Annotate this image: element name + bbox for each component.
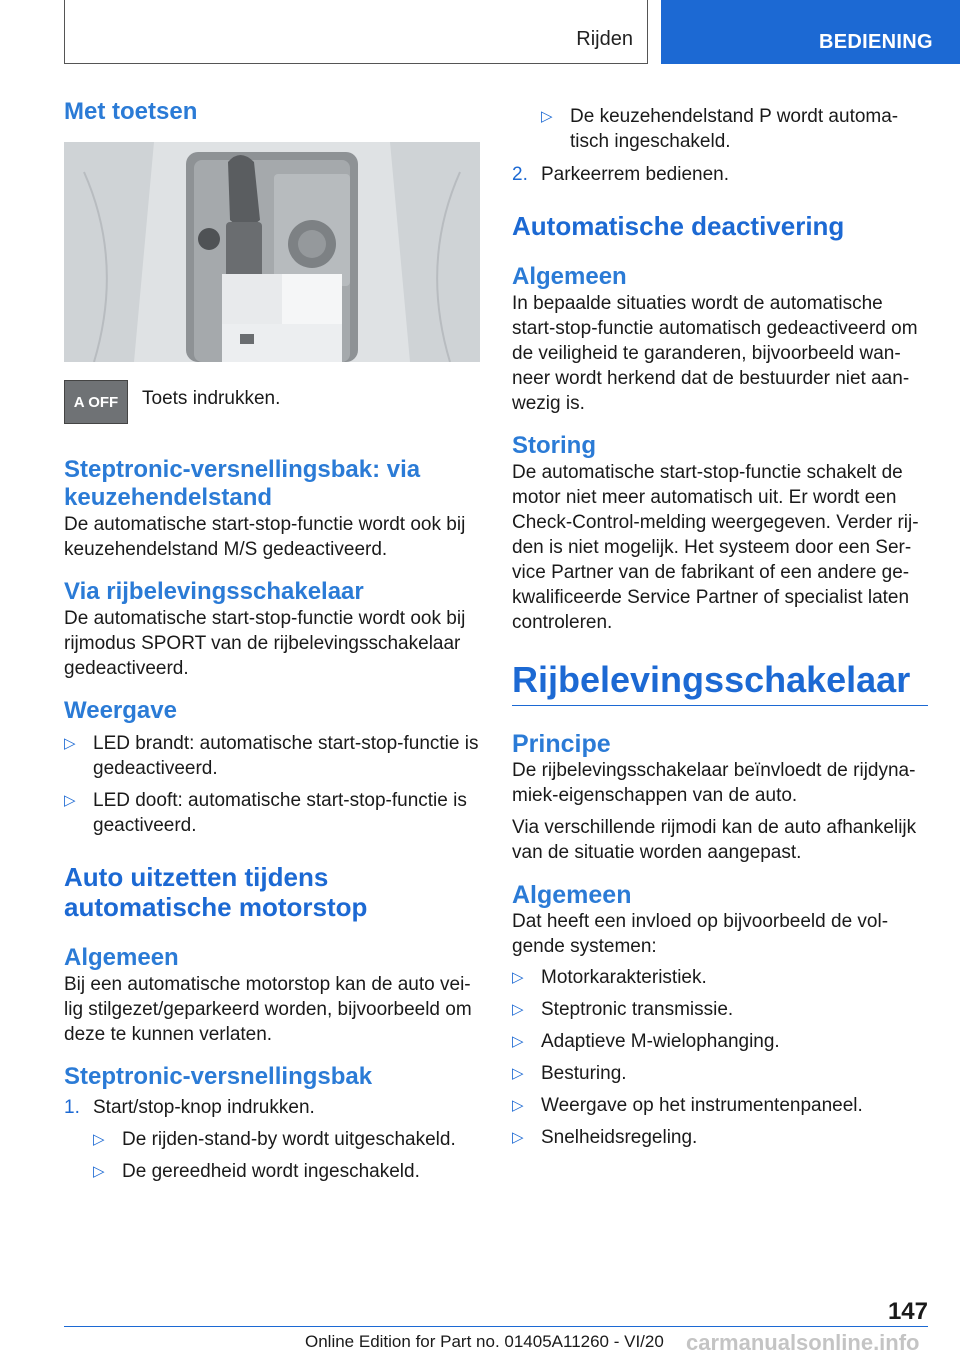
triangle-right-outline-icon: ▷ [512,1097,524,1114]
paragraph-principe-2: Via verschillende rijmodi kan de auto afhankelijk van de situatie worden aangepast. [512,817,917,863]
systems-list [512,965,928,1150]
list-item: ▷ Besturing. [512,1063,627,1084]
heading-via-rijbeleving: Via rijbelevingsschakelaar [64,578,364,605]
paragraph-algemeen: Bij een automatische motorstop kan de auto vei-lig stilgezet/geparkeerd worden, bijvoorbeeld om deze te kunnen verlaten. [64,974,472,1045]
heading-algemeen-right: Algemeen [512,263,627,290]
list-item: 2. Parkeerrem bedienen. [512,164,729,185]
footer-divider [64,1326,928,1327]
heading-principe: Principe [512,730,611,758]
triangle-right-outline-icon: ▷ [512,1129,524,1146]
triangle-right-outline-icon: ▷ [512,1001,524,1018]
footer-watermark: carmanualsonline.info [686,1330,920,1355]
heading-auto-uitzetten: Auto uitzetten tijdens automatische motorstop [64,862,368,922]
triangle-right-outline-icon: ▷ [541,108,553,125]
key-instruction [64,380,480,424]
triangle-right-outline-icon: ▷ [93,1163,105,1180]
step-number: 1. [64,1097,80,1118]
page-header [0,0,960,66]
paragraph-algemeen-2: Dat heeft een invloed op bijvoorbeeld de vol-gende systemen: [512,911,889,957]
list-item: ▷ De gereedheid wordt ingeschakeld. [93,1161,420,1182]
continued-sub-list [512,104,928,187]
key-instruction-text: Toets indrukken. [142,388,281,409]
gear-selector-photo [64,142,480,362]
sub-list [93,1127,480,1184]
triangle-right-outline-icon: ▷ [64,735,76,752]
list-item: 1. Start/stop-knop indrukken. ▷ De rijden-stand-by wordt uitgeschakeld. ▷ De gereedheid wordt ingeschakeld. [64,1095,480,1184]
heading-algemeen-2: Algemeen [512,881,632,909]
paragraph-algemeen-right: In bepaalde situaties wordt de automatische start-stop-functie automatisch gedeactiveerd om de veiligheid te garanderen, bijvoorbeeld wan-neer wordt herkend dat de bestuurder niet aan-wezig is. [512,293,918,414]
paragraph-principe-1: De rijbelevingsschakelaar beïnvloedt de rijdyna-miek-eigenschappen van de auto. [512,760,916,806]
list-item: ▷ Adaptieve M-wielophanging. [512,1031,780,1052]
list-item: ▷ LED dooft: automatische start-stop-functie is geactiveerd. [64,790,467,836]
header-section: Rijden [576,28,633,50]
step-number: 2. [512,164,528,185]
heading-steptronic-keuzehendel: Steptronic-versnellingsbak: via keuzehendelstand [64,456,421,511]
triangle-right-outline-icon: ▷ [512,969,524,986]
steps-list [64,1095,480,1184]
triangle-right-outline-icon: ▷ [512,1033,524,1050]
heading-automatische-deactivering: Automatische deactivering [512,211,845,241]
footer-edition: Online Edition for Part no. 01405A11260 - VI/20 [305,1332,664,1351]
list-item: ▷ LED brandt: automatische start-stop-functie is gedeactiveerd. [64,733,479,779]
heading-rijbelevingsschakelaar: Rijbelevingsschakelaar [512,659,928,706]
paragraph-storing: De automatische start-stop-functie schakelt de motor niet meer automatisch uit. Er wordt een Check-Control-melding weergegeven. Verder rij-den is niet mogelijk. Het systeem door een Ser-vice Partner van de fabrikant of een andere ge-kwalificeerde Service Partner of specialist laten controleren. [512,462,919,633]
list-item: ▷ De keuzehendelstand P wordt automa-tisch ingeschakeld. [541,106,899,152]
list-item: ▷ Steptronic transmissie. [512,999,734,1020]
heading-algemeen: Algemeen [64,944,179,971]
heading-weergave: Weergave [64,697,177,724]
triangle-right-outline-icon: ▷ [512,1065,524,1082]
list-item: ▷ Snelheidsregeling. [512,1127,698,1148]
left-column [64,98,480,1184]
auto-start-stop-off-icon: A OFF [64,380,128,424]
triangle-right-outline-icon: ▷ [93,1131,105,1148]
heading-met-toetsen: Met toetsen [64,98,198,125]
paragraph-via-rijbeleving: De automatische start-stop-functie wordt ook bij rijmodus SPORT van de rijbelevingsschakelaar gedeactiveerd. [64,608,466,679]
list-item: ▷ Weergave op het instrumentenpaneel. [512,1095,863,1116]
triangle-right-outline-icon: ▷ [64,792,76,809]
list-item: ▷ De rijden-stand-by wordt uitgeschakeld. [93,1129,456,1150]
right-column [512,104,928,1150]
header-box [64,0,648,64]
page-number: 147 [887,1298,928,1325]
weergave-list [64,731,480,838]
heading-storing: Storing [512,432,596,459]
paragraph-steptronic-keuzehendel: De automatische start-stop-functie wordt ook bij keuzehendelstand M/S gedeactiveerd. [64,514,466,560]
list-item: ▷ Motorkarakteristiek. [512,967,707,988]
header-tab: BEDIENING [661,0,960,64]
heading-steptronic: Steptronic-versnellingsbak [64,1063,373,1090]
